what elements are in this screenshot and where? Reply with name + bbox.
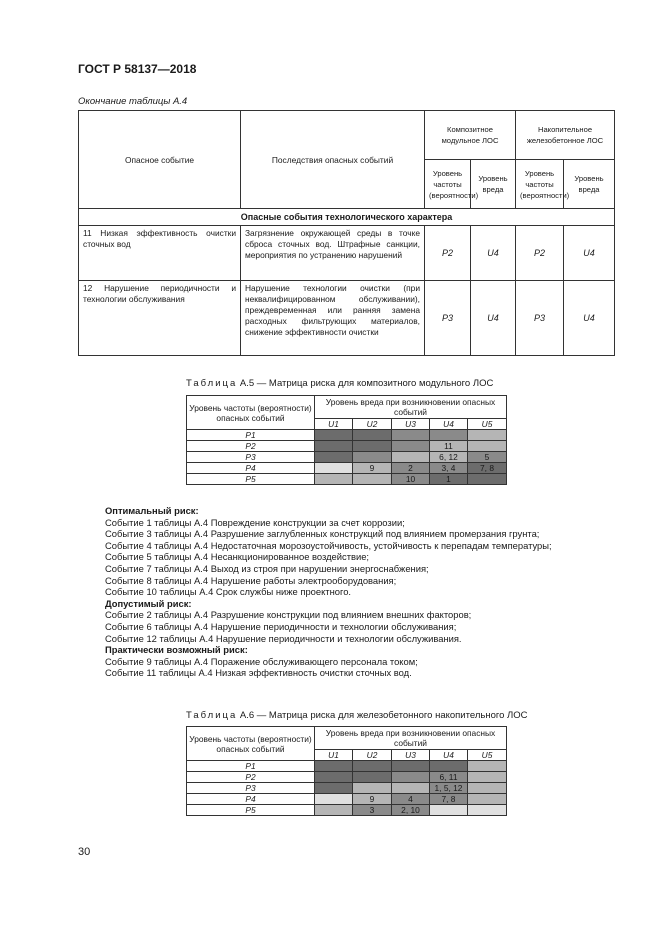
table-a4	[78, 110, 615, 356]
matrix-cell	[392, 452, 430, 463]
table-row	[79, 226, 615, 281]
matrix-a5	[186, 395, 507, 485]
matrix-cell	[468, 794, 507, 805]
row-label: P5	[187, 805, 315, 816]
matrix-row	[187, 430, 507, 441]
row-label: P2	[187, 772, 315, 783]
level-u5: U5	[468, 750, 507, 761]
possible-risk-title: Практически возможный риск:	[105, 644, 248, 656]
sub-header-freq-1: Уровень частоты (вероятности)	[425, 160, 471, 209]
row-label: P1	[187, 761, 315, 772]
matrix-cell: 1, 5, 12	[430, 783, 468, 794]
list-item: Событие 6 таблицы А.4 Нарушение периодичности и технологии обслуживания;	[105, 620, 457, 632]
matrix-cell	[315, 463, 353, 474]
level-u2: U2	[353, 750, 392, 761]
matrix-cell	[315, 805, 353, 816]
matrix-row	[187, 761, 507, 772]
matrix-cell: 1	[430, 474, 468, 485]
sub-header-freq-2: Уровень частоты (вероятности)	[516, 160, 564, 209]
freq-cell: P2	[516, 226, 564, 281]
level-u3: U3	[392, 750, 430, 761]
matrix-cell	[353, 783, 392, 794]
row-label: P4	[187, 794, 315, 805]
matrix-a6	[186, 726, 507, 816]
matrix-row	[187, 794, 507, 805]
table-a5-caption	[186, 378, 493, 389]
optimal-risk-title: Оптимальный риск:	[105, 505, 199, 516]
table-a6-caption	[186, 710, 528, 721]
matrix-cell	[315, 783, 353, 794]
matrix-cell	[315, 441, 353, 452]
event-cell: 12 Нарушение периодичности и технологии обслуживания	[79, 281, 241, 356]
section-header: Опасные события технологического характера	[79, 209, 615, 226]
event-cell: 11 Низкая эффективность очистки сточных вод	[79, 226, 241, 281]
matrix-row	[187, 772, 507, 783]
matrix-cell	[315, 430, 353, 441]
matrix-cell	[392, 430, 430, 441]
matrix-cell	[430, 805, 468, 816]
matrix-cell	[315, 452, 353, 463]
freq-cell: P2	[425, 226, 471, 281]
matrix-cell: 9	[353, 794, 392, 805]
matrix-cell	[315, 772, 353, 783]
matrix-row	[187, 452, 507, 463]
list-item: Событие 7 таблицы А.4 Выход из строя при нарушении энергоснабжения;	[105, 562, 429, 574]
list-item: Событие 1 таблицы А.4 Повреждение конструкции за счет коррозии;	[105, 516, 405, 528]
matrix-cell: 7, 8	[468, 463, 507, 474]
document-header: ГОСТ Р 58137—2018	[78, 62, 197, 76]
matrix-cell	[353, 474, 392, 485]
matrix-cell	[430, 761, 468, 772]
matrix-cell: 9	[353, 463, 392, 474]
matrix-cell	[392, 761, 430, 772]
freq-cell: P3	[425, 281, 471, 356]
matrix-row	[187, 805, 507, 816]
matrix-cell	[468, 761, 507, 772]
matrix-cell	[353, 441, 392, 452]
matrix-cell	[315, 474, 353, 485]
level-u5: U5	[468, 419, 507, 430]
matrix-cell	[468, 783, 507, 794]
level-u3: U3	[392, 419, 430, 430]
acceptable-risk-title: Допустимый риск:	[105, 597, 192, 609]
consequence-cell: Нарушение технологии очистки (при неквалифицированном обслуживании), преждевременная или ранняя замена расходных фильтрующих материалов, снижение эффективности очистки	[241, 281, 425, 356]
matrix-cell: 6, 12	[430, 452, 468, 463]
matrix-row-header: Уровень частоты (вероятности) опасных событий	[187, 396, 315, 430]
matrix-row-header: Уровень частоты (вероятности) опасных событий	[187, 727, 315, 761]
page-number: 30	[78, 846, 91, 858]
matrix-cell	[315, 794, 353, 805]
matrix-row	[187, 441, 507, 452]
sub-header-harm-2: Уровень вреда	[564, 160, 615, 209]
matrix-cell: 3	[353, 805, 392, 816]
matrix-cell: 11	[430, 441, 468, 452]
matrix-cell	[353, 430, 392, 441]
level-u4: U4	[430, 750, 468, 761]
matrix-cell: 2	[392, 463, 430, 474]
matrix-row	[187, 783, 507, 794]
matrix-cell	[315, 761, 353, 772]
matrix-col-header: Уровень вреда при возникновении опасных событий	[315, 396, 507, 419]
matrix-cell	[353, 761, 392, 772]
list-item: Событие 5 таблицы А.4 Несанкционированное воздействие;	[105, 551, 370, 563]
caption-text: А.6 — Матрица риска для железобетонного накопительного ЛОС	[239, 710, 528, 721]
matrix-cell	[353, 772, 392, 783]
caption-label: Таблица	[186, 378, 238, 389]
matrix-cell: 7, 8	[430, 794, 468, 805]
list-item: Событие 9 таблицы А.4 Поражение обслуживающего персонала током;	[105, 655, 418, 667]
row-label: P4	[187, 463, 315, 474]
row-label: P3	[187, 452, 315, 463]
matrix-cell	[468, 441, 507, 452]
row-label: P2	[187, 441, 315, 452]
matrix-cell: 5	[468, 452, 507, 463]
matrix-cell	[468, 474, 507, 485]
level-u1: U1	[315, 419, 353, 430]
matrix-cell: 10	[392, 474, 430, 485]
col-header-consequence: Последствия опасных событий	[241, 111, 425, 209]
level-u4: U4	[430, 419, 468, 430]
row-label: P3	[187, 783, 315, 794]
list-item: Событие 3 таблицы А.4 Разрушение заглубленных конструкций под влиянием промерзания грунта;	[105, 528, 540, 540]
list-item: Событие 10 таблицы А.4 Срок службы ниже проектного.	[105, 586, 352, 598]
group-header-concrete: Накопительное железобетонное ЛОС	[516, 111, 615, 160]
caption-text: А.5 — Матрица риска для композитного модульного ЛОС	[239, 378, 494, 389]
freq-cell: P3	[516, 281, 564, 356]
table-a4-caption: Окончание таблицы А.4	[78, 96, 188, 107]
col-header-event: Опасное событие	[79, 111, 241, 209]
matrix-cell	[468, 430, 507, 441]
list-item: Событие 4 таблицы А.4 Недостаточная морозоустойчивость, устойчивость к перепадам температуры;	[105, 539, 552, 551]
matrix-row	[187, 463, 507, 474]
table-row	[79, 281, 615, 356]
consequence-cell: Загрязнение окружающей среды в точке сброса сточных вод. Штрафные санкции, мероприятия по устранению нарушений	[241, 226, 425, 281]
list-item: Событие 2 таблицы А.4 Разрушение конструкции под влиянием внешних факторов;	[105, 609, 472, 621]
level-u1: U1	[315, 750, 353, 761]
matrix-col-header: Уровень вреда при возникновении опасных событий	[315, 727, 507, 750]
group-header-composite: Композитное модульное ЛОС	[425, 111, 516, 160]
matrix-row	[187, 474, 507, 485]
matrix-cell	[430, 430, 468, 441]
matrix-cell: 2, 10	[392, 805, 430, 816]
matrix-cell: 6, 11	[430, 772, 468, 783]
matrix-cell: 4	[392, 794, 430, 805]
matrix-cell	[468, 805, 507, 816]
matrix-cell	[392, 441, 430, 452]
harm-cell: U4	[564, 226, 615, 281]
harm-cell: U4	[471, 281, 516, 356]
row-label: P1	[187, 430, 315, 441]
harm-cell: U4	[471, 226, 516, 281]
row-label: P5	[187, 474, 315, 485]
matrix-cell	[468, 772, 507, 783]
list-item: Событие 11 таблицы А.4 Низкая эффективность очистки сточных вод.	[105, 667, 412, 679]
harm-cell: U4	[564, 281, 615, 356]
sub-header-harm-1: Уровень вреда	[471, 160, 516, 209]
risk-lists	[105, 505, 552, 679]
list-item: Событие 12 таблицы А.4 Нарушение периодичности и технологии обслуживания.	[105, 632, 462, 644]
caption-label: Таблица	[186, 710, 238, 721]
matrix-cell	[392, 783, 430, 794]
matrix-cell: 3, 4	[430, 463, 468, 474]
matrix-cell	[353, 452, 392, 463]
matrix-cell	[392, 772, 430, 783]
level-u2: U2	[353, 419, 392, 430]
list-item: Событие 8 таблицы А.4 Нарушение работы электрооборудования;	[105, 574, 397, 586]
